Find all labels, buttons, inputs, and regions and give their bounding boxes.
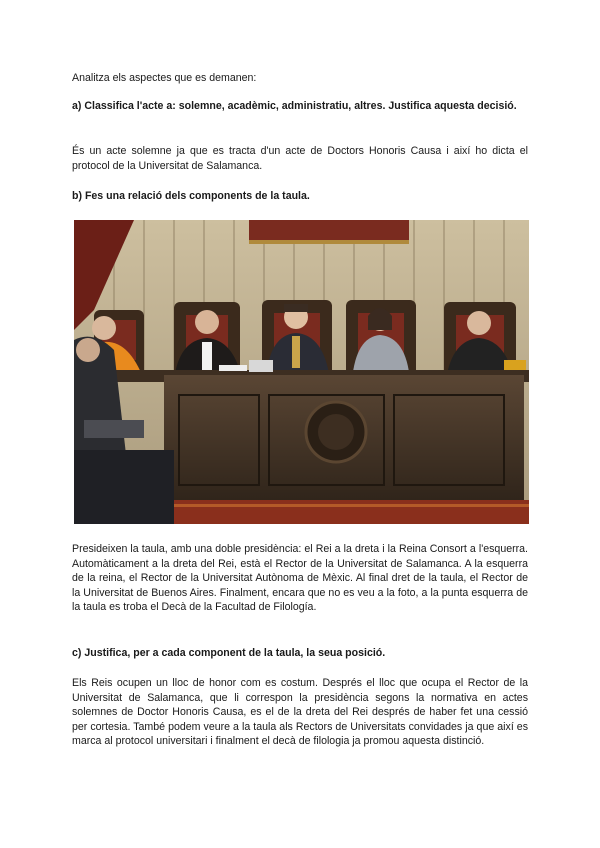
- answer-b: Presideixen la taula, amb una doble presidència: el Rei a la dreta i la Reina Consort a l'esquerra. Automàticament a la dreta del Rei, està el Rector de la Universitat de Salamanca. A la esquerra de la reina, el Rector de la Universitat Autònoma de Mèxic. Al final dret de la taula, el Rector de la Universitat de Buenos Aires. Finalment, encara que no es veu a la foto, a la punta esquerra de la taula es troba el Decà de la Facultad de Filología.: [72, 543, 528, 614]
- ceremony-photo: [74, 220, 529, 524]
- question-a: a) Classifica l'acte a: solemne, acadèmic, administratiu, altres. Justifica aquesta decisió.: [72, 100, 517, 112]
- answer-c: Els Reis ocupen un lloc de honor com es costum. Després el lloc que ocupa el Rector de la Universitat de Salamanca, que li correspon la presidència segons la normativa en actes solemnes de Doctor Honoris Causa, es el de la dreta del Rei després de haber fet una cessió per cortesia. També podem veure a la taula als Rectors de Universitats convidades ja que així es marca al protocol universitari i finalment el decà de filologia ja promou aquesta distinció.: [72, 677, 528, 748]
- question-b: b) Fes una relació dels components de la taula.: [72, 190, 310, 202]
- question-c: c) Justifica, per a cada component de la taula, la seua posició.: [72, 647, 386, 659]
- intro-text: Analitza els aspectes que es demanen:: [72, 72, 257, 84]
- answer-a: És un acte solemne ja que es tracta d'un acte de Doctors Honoris Causa i així ho dicta el protocol de la Universitat de Salamanca.: [72, 145, 528, 172]
